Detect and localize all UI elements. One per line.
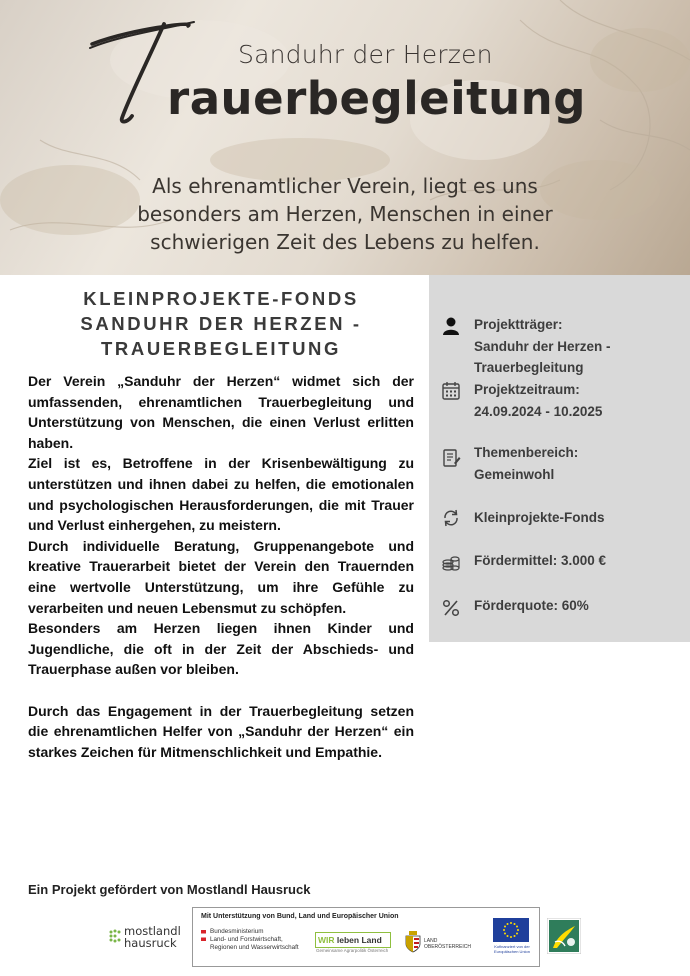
hero-banner [0, 0, 690, 275]
logo-text: Europäischen Union [493, 949, 531, 954]
info-label: Projektträger: [474, 317, 563, 332]
mostlandl-hausruck-logo [108, 925, 188, 951]
logo-text: Gemeinsame Agrarpolitik Österreich [316, 948, 389, 953]
hero-subtitle: Sanduhr der Herzen [238, 40, 493, 69]
project-info-sidebar [429, 275, 690, 642]
coins-icon [441, 553, 461, 573]
info-value: Trauerbegleitung [474, 360, 584, 375]
ministry-logo [201, 928, 311, 960]
mostlandl-dots-icon [108, 928, 122, 946]
document-edit-icon [441, 448, 461, 468]
tagline-line: schwierigen Zeit des Lebens zu helfen. [150, 230, 540, 254]
calendar-icon [441, 381, 461, 401]
info-value: 24.09.2024 - 10.2025 [474, 403, 603, 419]
info-label: Projektzeitraum: [474, 382, 580, 397]
leader-icon [547, 918, 581, 954]
logo-text: Bundesministerium [210, 928, 264, 935]
info-value: Fördermittel: 3.000 € [474, 553, 607, 568]
paragraph: Durch individuelle Beratung, Gruppenangebote und kreative Trauerarbeit bietet der Verein den Trauernden eine wertvolle Unterstützung, um ihre Gefühle zu verarbeiten und neuen Lebensmut zu schöpfen. [28, 537, 414, 616]
logo-text: LAND [424, 938, 438, 944]
hero-title: rauerbegleitung [167, 72, 586, 125]
tagline-line: besonders am Herzen, Menschen in einer [137, 202, 553, 226]
logo-text: hausruck [124, 936, 177, 950]
sponsor-logos-box [192, 907, 540, 967]
wir-leben-land-logo [315, 932, 395, 960]
sponsor-box-title: Mit Unterstützung von Bund, Land und Europäischer Union [201, 913, 399, 920]
info-value: Sanduhr der Herzen - [474, 338, 611, 354]
hero-tagline [0, 172, 690, 256]
project-description [28, 371, 414, 762]
heading-line: TRAUERBEGLEITUNG [101, 338, 341, 359]
eu-flag-icon [493, 918, 529, 942]
paragraph: Der Verein „Sanduhr der Herzen“ widmet sich der umfassenden, ehrenamtlichen Trauerbegleitung und Unterstützung von Menschen, die einen Verlust erlitten haben. [28, 373, 414, 451]
heading-line: KLEINPROJEKTE-FONDS [83, 288, 359, 309]
info-value: Gemeinwohl [474, 466, 555, 482]
austria-flag-icon [201, 930, 206, 941]
heading-line: SANDUHR DER HERZEN - [80, 313, 362, 334]
paragraph: Besonders am Herzen liegen ihnen Kinder und Jugendliche, die oft in der Zeit der Abschieds- und Trauerphase außen vor bleiben. [28, 620, 414, 678]
info-value: Förderquote: 60% [474, 598, 589, 613]
eu-cofunded-logo [490, 918, 534, 962]
logo-text: Land- und Forstwirtschaft, [210, 936, 283, 943]
percent-icon [441, 598, 461, 618]
tagline-line: Als ehrenamtlicher Verein, liegt es uns [152, 174, 538, 198]
cycle-arrows-icon [441, 508, 461, 528]
logo-text: leben Land [334, 935, 382, 945]
page-heading [28, 286, 414, 361]
info-label: Themenbereich: [474, 445, 579, 460]
logo-text: WIR [318, 935, 335, 945]
person-icon [441, 316, 461, 336]
logo-text: Regionen und Wasserwirtschaft [210, 944, 299, 951]
eu-stars-icon [493, 918, 529, 942]
info-value: Kleinprojekte-Fonds [474, 510, 605, 525]
funding-note: Ein Projekt gefördert von Mostlandl Hausruck [28, 882, 311, 897]
leader-logo [547, 918, 581, 954]
logo-text: Kofinanziert von der [494, 944, 530, 949]
upper-austria-logo [405, 928, 471, 960]
logo-text: OBERÖSTERREICH [424, 944, 471, 950]
coat-of-arms-icon [405, 931, 421, 953]
paragraph: Durch das Engagement in der Trauerbegleitung setzen die ehrenamtlichen Helfer von „Sanduhr der Herzen“ ein starkes Zeichen für Mitmenschlichkeit und Empathie. [28, 702, 414, 760]
paragraph: Ziel ist es, Betroffene in der Krisenbewältigung zu unterstützen und ihnen dabei zu helfen, die emotionalen und psychologischen Herausforderungen, die mit Trauer und Verlust einhergehen, zu meistern. [28, 455, 414, 534]
logo-text: mostlandl [124, 924, 181, 938]
